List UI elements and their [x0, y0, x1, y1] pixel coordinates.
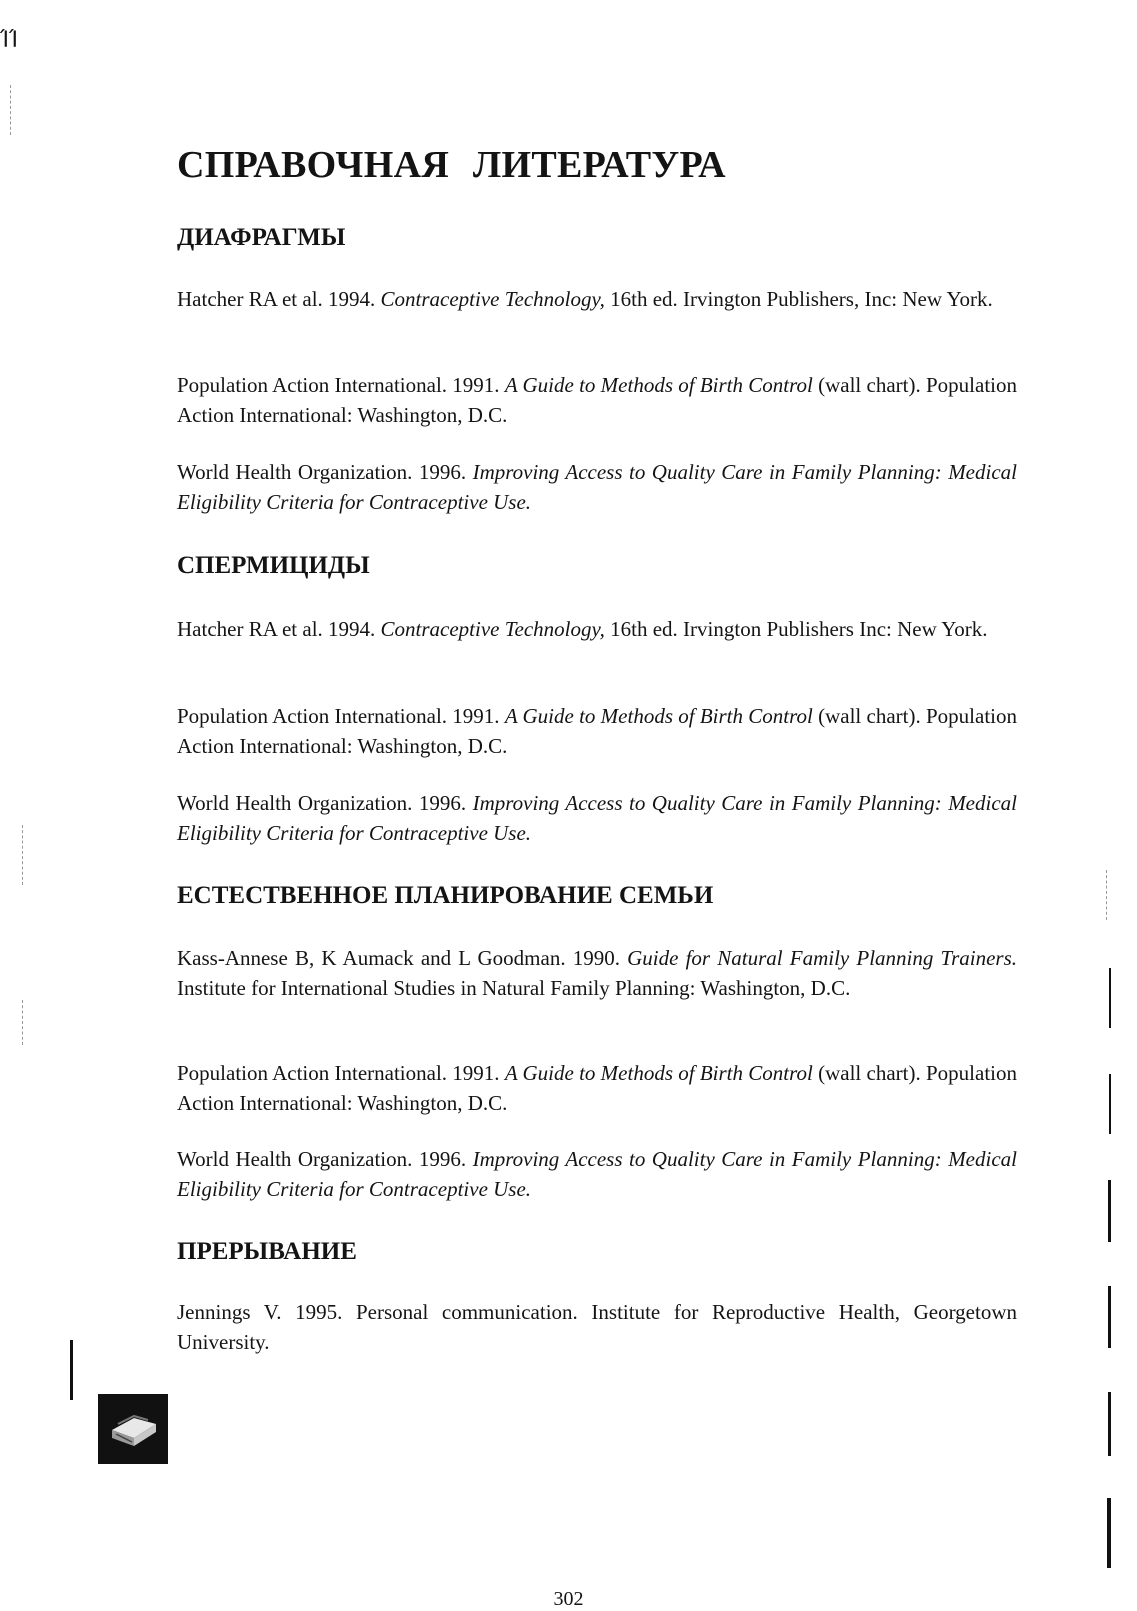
ref-title: A Guide to Methods of Birth Control: [504, 373, 813, 397]
reference-entry: [177, 1144, 1017, 1204]
scan-edge-mark: [1109, 1074, 1111, 1134]
ref-title: Improving Access to Quality Care in Family Planning: Medical Eligibility Criteria for Contraceptive Use.: [177, 791, 1017, 845]
book-icon: [98, 1394, 168, 1464]
reference-entry: [177, 1297, 1017, 1357]
reference-entry: [177, 457, 1017, 517]
ref-text: World Health Organization. 1996.: [177, 460, 473, 484]
section-heading-abortion: ПРЕРЫВАНИЕ: [177, 1238, 357, 1265]
section-heading-diaphragms: ДИАФРАГМЫ: [177, 224, 346, 251]
corner-scan-mark: ΊΊ: [0, 28, 18, 53]
scan-edge-mark: [10, 85, 11, 135]
ref-text: Jennings V. 1995. Personal communication. Institute for Reproductive Health, Georgetown University.: [177, 1300, 1017, 1354]
scan-edge-mark: [22, 1000, 23, 1045]
ref-title: Contraceptive Technology,: [380, 617, 605, 641]
scan-edge-mark: [70, 1340, 73, 1400]
ref-title: Contraceptive Technology,: [380, 287, 605, 311]
ref-text: 16th ed. Irvington Publishers Inc: New York.: [604, 617, 988, 641]
ref-text: Kass-Annese B, K Aumack and L Goodman. 1990.: [177, 946, 628, 970]
section-heading-natural-family-planning: ЕСТЕСТВЕННОЕ ПЛАНИРОВАНИЕ СЕМЬИ: [177, 882, 714, 909]
ref-title: Guide for Natural Family Planning Trainers.: [627, 946, 1017, 970]
ref-text: (wall chart). Population Action International: Washington, D.C.: [177, 1061, 1017, 1115]
ref-text: 16th ed. Irvington Publishers, Inc: New York.: [604, 287, 993, 311]
ref-text: Population Action International. 1991.: [177, 1061, 505, 1085]
ref-title: Improving Access to Quality Care in Family Planning: Medical Eligibility Criteria for Contraceptive Use.: [177, 460, 1017, 514]
ref-text: Hatcher RA et al. 1994.: [177, 287, 381, 311]
reference-entry: [177, 284, 1017, 314]
reference-entry: [177, 701, 1017, 761]
ref-title: A Guide to Methods of Birth Control: [504, 704, 813, 728]
section-heading-spermicides: СПЕРМИЦИДЫ: [177, 552, 370, 579]
reference-entry: [177, 370, 1017, 430]
ref-text: Institute for International Studies in Natural Family Planning: Washington, D.C.: [177, 976, 851, 1000]
page-title: СПРАВОЧНАЯ ЛИТЕРАТУРА: [177, 144, 726, 186]
scan-edge-mark: [1106, 870, 1107, 920]
reference-entry: [177, 614, 1017, 644]
page-number: 302: [553, 1588, 584, 1610]
ref-text: World Health Organization. 1996.: [177, 791, 473, 815]
scan-edge-mark: [22, 825, 23, 885]
scan-edge-mark: [1108, 1286, 1111, 1348]
scan-edge-mark: [1108, 1392, 1111, 1456]
ref-title: A Guide to Methods of Birth Control: [504, 1061, 813, 1085]
reference-entry: [177, 943, 1017, 1003]
ref-text: Population Action International. 1991.: [177, 704, 505, 728]
ref-text: (wall chart). Population Action International: Washington, D.C.: [177, 373, 1017, 427]
reference-entry: [177, 1058, 1017, 1118]
scan-edge-mark: [1109, 968, 1111, 1028]
ref-title: Improving Access to Quality Care in Family Planning: Medical Eligibility Criteria for Contraceptive Use.: [177, 1147, 1017, 1201]
ref-text: Population Action International. 1991.: [177, 373, 505, 397]
ref-text: World Health Organization. 1996.: [177, 1147, 473, 1171]
scan-edge-mark: [1107, 1498, 1111, 1568]
ref-text: (wall chart). Population Action International: Washington, D.C.: [177, 704, 1017, 758]
reference-entry: [177, 788, 1017, 848]
ref-text: Hatcher RA et al. 1994.: [177, 617, 381, 641]
scan-edge-mark: [1108, 1180, 1111, 1242]
